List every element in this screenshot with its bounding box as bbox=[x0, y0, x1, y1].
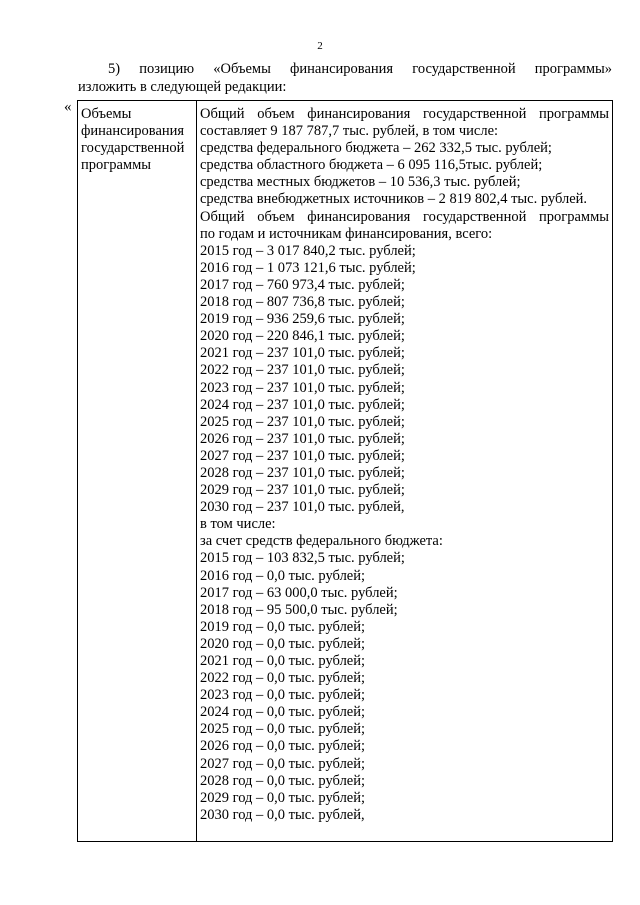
content-line: 2026 год – 237 101,0 тыс. рублей; bbox=[200, 430, 405, 447]
content-line: 2022 год – 0,0 тыс. рублей; bbox=[200, 670, 366, 687]
content-line: 2017 год – 760 973,4 тыс. рублей; bbox=[200, 276, 405, 293]
label-lines bbox=[81, 106, 193, 174]
content-line: в том числе: bbox=[200, 516, 276, 533]
content-lines bbox=[200, 106, 609, 824]
intro-line-1: 5) позицию «Объемы финансирования государственной программы» bbox=[108, 61, 612, 77]
content-line: 2028 год – 0,0 тыс. рублей; bbox=[200, 772, 366, 789]
content-line: составляет 9 187 787,7 тыс. рублей, в том числе: bbox=[200, 123, 499, 140]
content-cell bbox=[197, 101, 613, 842]
content-line: 2019 год – 0,0 тыс. рублей; bbox=[200, 618, 366, 635]
content-line: Общий объем финансирования государственной программы bbox=[200, 208, 609, 225]
content-line: 2018 год – 95 500,0 тыс. рублей; bbox=[200, 601, 398, 618]
content-line: 2030 год – 0,0 тыс. рублей, bbox=[200, 806, 365, 823]
content-line: 2017 год – 63 000,0 тыс. рублей; bbox=[200, 584, 398, 601]
content-line: 2024 год – 0,0 тыс. рублей; bbox=[200, 704, 366, 721]
content-line: за счет средств федерального бюджета: bbox=[200, 533, 443, 550]
content-line: 2025 год – 237 101,0 тыс. рублей; bbox=[200, 413, 405, 430]
table-row bbox=[78, 101, 613, 842]
content-line: Общий объем финансирования государственной программы bbox=[200, 106, 609, 122]
content-line: 2020 год – 220 846,1 тыс. рублей; bbox=[200, 328, 405, 345]
opening-quote-mark: « bbox=[64, 99, 72, 115]
content-line: 2018 год – 807 736,8 тыс. рублей; bbox=[200, 294, 405, 311]
content-line: по годам и источникам финансирования, всего: bbox=[200, 225, 493, 242]
content-line: 2025 год – 0,0 тыс. рублей; bbox=[200, 721, 366, 738]
content-line: 2029 год – 0,0 тыс. рублей; bbox=[200, 789, 366, 806]
content-line: 2027 год – 237 101,0 тыс. рублей; bbox=[200, 447, 405, 464]
page-number: 2 bbox=[317, 40, 323, 52]
content-line: 2021 год – 237 101,0 тыс. рублей; bbox=[200, 345, 405, 362]
content-line: 2029 год – 237 101,0 тыс. рублей; bbox=[200, 482, 405, 499]
content-line: 2021 год – 0,0 тыс. рублей; bbox=[200, 653, 366, 669]
intro-line-2: изложить в следующей редакции: bbox=[78, 79, 287, 95]
content-line: средства местных бюджетов – 10 536,3 тыс. рублей; bbox=[200, 174, 521, 191]
content-line: 2024 год – 237 101,0 тыс. рублей; bbox=[200, 396, 405, 413]
content-line: средства федерального бюджета – 262 332,5 тыс. рублей; bbox=[200, 140, 552, 157]
content-line: 2023 год – 237 101,0 тыс. рублей; bbox=[200, 379, 405, 396]
content-line: 2027 год – 0,0 тыс. рублей; bbox=[200, 755, 366, 772]
content-line: 2022 год – 237 101,0 тыс. рублей; bbox=[200, 362, 405, 379]
content-line: 2016 год – 1 073 121,6 тыс. рублей; bbox=[200, 259, 416, 276]
content-line: 2016 год – 0,0 тыс. рублей; bbox=[200, 567, 366, 584]
content-line: 2026 год – 0,0 тыс. рублей; bbox=[200, 738, 366, 755]
content-line: 2015 год – 103 832,5 тыс. рублей; bbox=[200, 550, 405, 567]
content-line: 2020 год – 0,0 тыс. рублей; bbox=[200, 635, 366, 652]
label-line: государственной bbox=[81, 140, 185, 157]
content-line: 2015 год – 3 017 840,2 тыс. рублей; bbox=[200, 242, 416, 259]
content-line: 2030 год – 237 101,0 тыс. рублей, bbox=[200, 499, 405, 516]
content-line: 2023 год – 0,0 тыс. рублей; bbox=[200, 687, 366, 704]
content-line: средства областного бюджета – 6 095 116,5тыс. рублей; bbox=[200, 157, 543, 174]
label-line: Объемы bbox=[81, 106, 132, 122]
intro-paragraph bbox=[78, 60, 612, 96]
content-line: средства внебюджетных источников – 2 819 802,4 тыс. рублей. bbox=[200, 191, 588, 208]
content-line: 2028 год – 237 101,0 тыс. рублей; bbox=[200, 464, 405, 481]
label-line: финансирования bbox=[81, 123, 185, 140]
label-line: программы bbox=[81, 157, 151, 174]
content-line: 2019 год – 936 259,6 тыс. рублей; bbox=[200, 311, 405, 328]
funding-table bbox=[77, 100, 613, 842]
label-cell bbox=[78, 101, 197, 842]
